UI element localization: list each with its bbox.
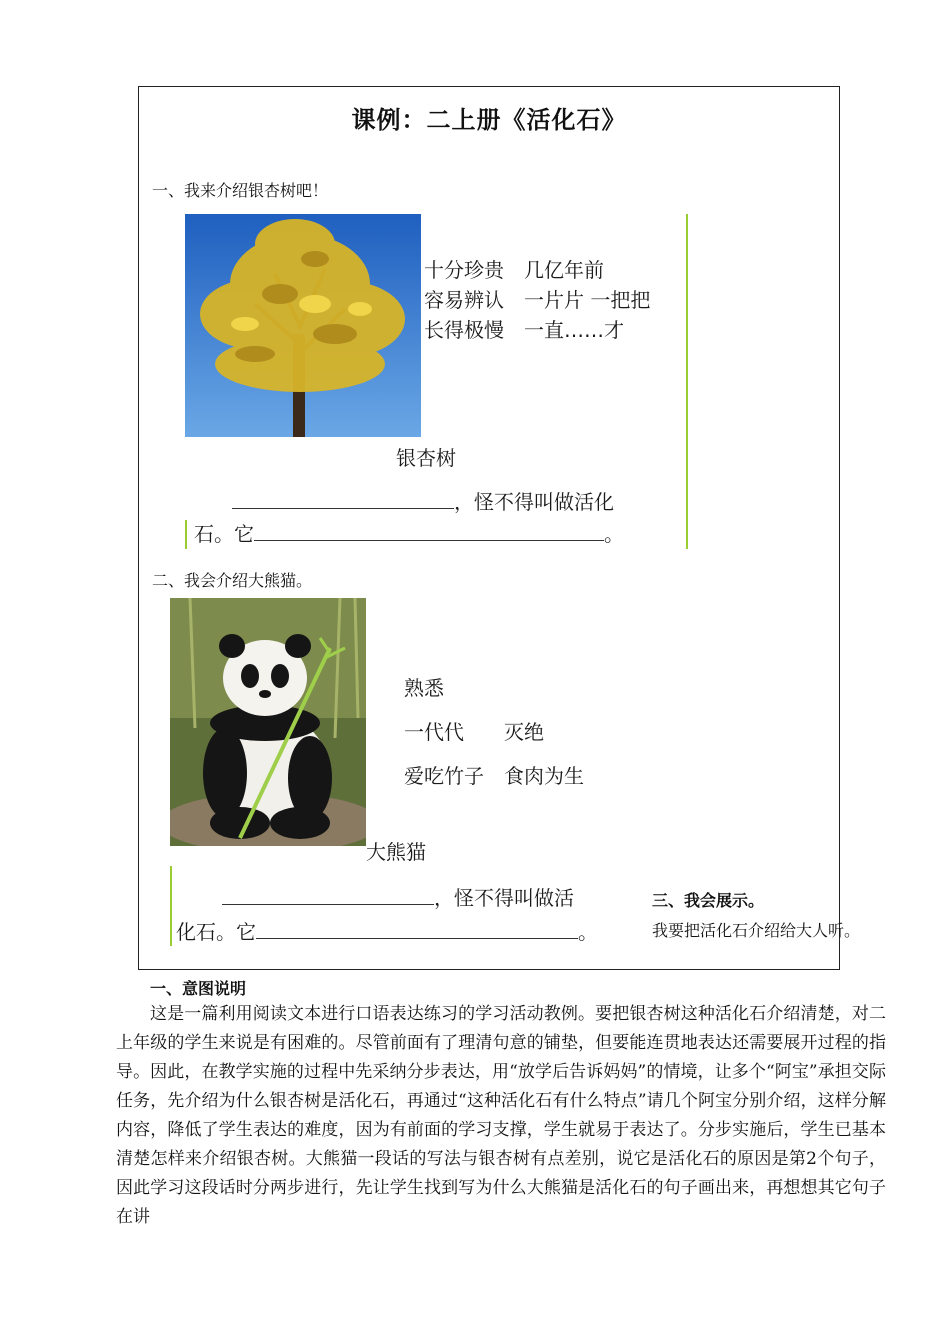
section3-heading: 三、我会展示。 <box>652 891 765 910</box>
answer-blank[interactable] <box>254 522 604 541</box>
panda-word-row: 爱吃竹子 食肉为生 <box>404 764 584 788</box>
panda-fill-line-2: 化石。它 。 <box>176 920 598 944</box>
page-title: 课例：二上册《活化石》 <box>351 105 627 134</box>
ginkgo-caption: 银杏树 <box>396 446 456 470</box>
green-border-line <box>686 214 688 549</box>
ginkgo-word-row: 十分珍贵 几亿年前 <box>424 258 604 282</box>
section2-heading: 二、我会介绍大熊猫。 <box>152 571 313 590</box>
intent-paragraph: 这是一篇利用阅读文本进行口语表达练习的学习活动教例。要把银杏树这种活化石介绍清楚，对二上年级的学生来说是有困难的。尽管前面有了理清句意的铺垫，但要能连贯地表达还需要展开过程的指导。因此，在教学实施的过程中先采纳分步表达，用“放学后告诉妈妈”的情境，让多个“阿宝”承担交际任务，先介绍为什么银杏树是活化石，再通过“这种活化石有什么特点”请几个阿宝分别介绍，这样分解内容，降低了学生表达的难度，因为有前面的学习支撑，学生就易于表达了。分步实施后，学生已基本清楚怎样来介绍银杏树。大熊猫一段话的写法与银杏树有点差别，说它是活化石的原因是第2个句子，因此学习这段话时分两步进行，先让学生找到写为什么大熊猫是活化石的句子画出来，再想想其它句子在讲 <box>116 1004 886 1227</box>
answer-blank[interactable] <box>256 920 578 939</box>
ginkgo-fill-line-1: ，怪不得叫做活化 <box>232 486 614 515</box>
panda-image <box>170 598 366 846</box>
section3-text: 我要把活化石介绍给大人听。 <box>652 921 861 940</box>
ginkgo-fill-line-2: 石。它 。 <box>194 522 624 546</box>
panda-fill-line-1: ，怪不得叫做活 <box>222 882 574 911</box>
answer-blank[interactable] <box>232 490 454 509</box>
panda-word-row: 熟悉 <box>404 676 444 700</box>
ginkgo-tree-image <box>185 214 421 437</box>
ginkgo-word-row: 容易辨认 一片片 一把把 <box>424 288 651 312</box>
section1-heading: 一、我来介绍银杏树吧！ <box>152 181 329 200</box>
green-border-line <box>185 520 187 549</box>
panda-caption: 大熊猫 <box>366 840 426 864</box>
panda-word-row: 一代代 灭绝 <box>404 720 544 744</box>
ginkgo-word-row: 长得极慢 一直……才 <box>424 318 624 342</box>
answer-blank[interactable] <box>222 886 434 905</box>
green-border-line <box>170 866 172 946</box>
intent-heading: 一、意图说明 <box>150 979 247 998</box>
